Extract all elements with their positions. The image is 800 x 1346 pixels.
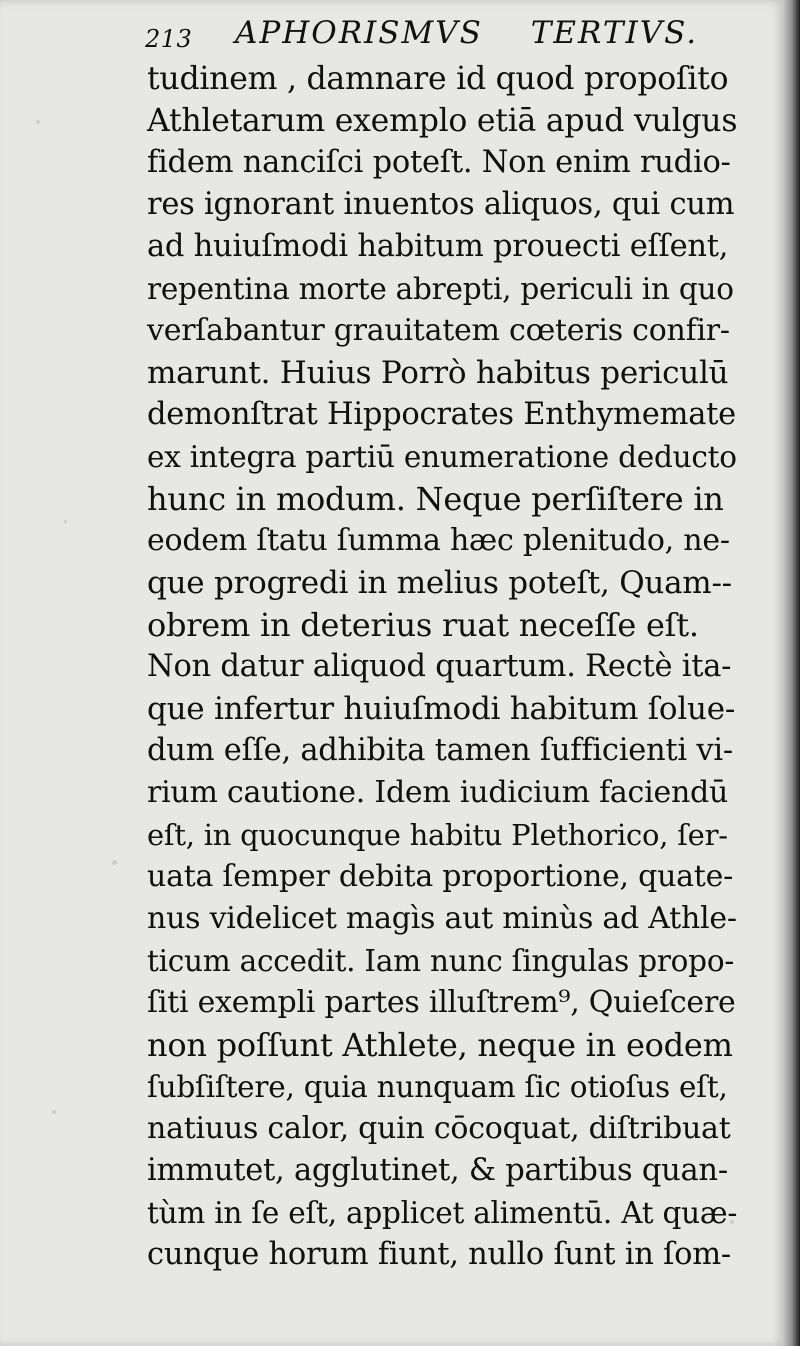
running-title: APHORISMVS TERTIVS. bbox=[235, 15, 699, 51]
text-line: hunc in modum. Neque perſiſtere in bbox=[147, 480, 724, 518]
text-line: ad huiuſmodi habitum prouecti eſſent, bbox=[147, 229, 729, 264]
text-line: res ignorant inuentos aliquos, qui cum bbox=[147, 187, 735, 222]
text-line: fidem nanciſci poteſt. Non enim rudio- bbox=[147, 145, 731, 180]
text-line: nus videlicet magìs aut minùs ad Athle- bbox=[147, 901, 737, 936]
text-line: verſabantur grauitatem cœteris confir- bbox=[147, 313, 730, 348]
text-line: immutet, agglutinet, & partibus quan- bbox=[147, 1153, 728, 1188]
paper-speck bbox=[112, 860, 117, 865]
text-line: rium cautione. Idem iudicium faciendū bbox=[147, 775, 729, 810]
text-line: non poſſunt Athlete, neque in eodem bbox=[147, 1026, 733, 1064]
text-line: tùm in ſe eſt, applicet alimentū. At quæ- bbox=[147, 1196, 738, 1230]
text-line: ex integra partiū enumeratione deducto bbox=[147, 440, 737, 474]
text-line: tudinem , damnare id quod propoſito bbox=[147, 61, 729, 97]
text-line: Non datur aliquod quartum. Rectè ita- bbox=[147, 649, 732, 684]
text-line: que infertur huiuſmodi habitum ſolue- bbox=[147, 691, 736, 727]
text-line: marunt. Huius Porrò habitus periculū bbox=[147, 355, 729, 391]
text-line: demonſtrat Hippocrates Enthymemate bbox=[147, 397, 736, 432]
running-head bbox=[145, 15, 705, 55]
text-line: uata ſemper debita proportione, quate- bbox=[147, 859, 733, 894]
body-text bbox=[147, 58, 737, 1276]
page-number: 213 bbox=[145, 25, 193, 53]
text-line: Athletarum exemplo etiā apud vulgus bbox=[147, 103, 738, 139]
text-line: obrem in deterius ruat neceſſe eſt. bbox=[147, 606, 699, 644]
text-line: cunque horum fiunt, nullo ſunt in ſom- bbox=[147, 1237, 731, 1272]
paper-speck bbox=[52, 1110, 56, 1114]
text-line: ſiti exempli partes illuſtrem⁹, Quieſcere bbox=[147, 985, 736, 1020]
text-line: ſubſiſtere, quia nunquam ſic otioſus eſt, bbox=[147, 1070, 728, 1104]
text-line: natiuus calor, quin cōcoquat, diſtribuat bbox=[147, 1111, 731, 1146]
paper-speck bbox=[36, 120, 40, 124]
text-line: ticum accedit. Iam nunc ſingulas propo- bbox=[147, 944, 735, 978]
text-line: que progredi in melius poteſt, Quam-- bbox=[147, 565, 732, 601]
paper-speck bbox=[64, 520, 67, 523]
text-line: eodem ſtatu ſumma hæc plenitudo, ne- bbox=[147, 523, 730, 558]
text-line: repentina morte abrepti, periculi in quo bbox=[147, 272, 734, 306]
text-line: dum eſſe, adhibita tamen ſufficienti vi- bbox=[147, 733, 733, 768]
page-edge-shadow bbox=[782, 0, 800, 1346]
text-line: eſt, in quocunque habitu Plethorico, ſer- bbox=[147, 818, 728, 852]
